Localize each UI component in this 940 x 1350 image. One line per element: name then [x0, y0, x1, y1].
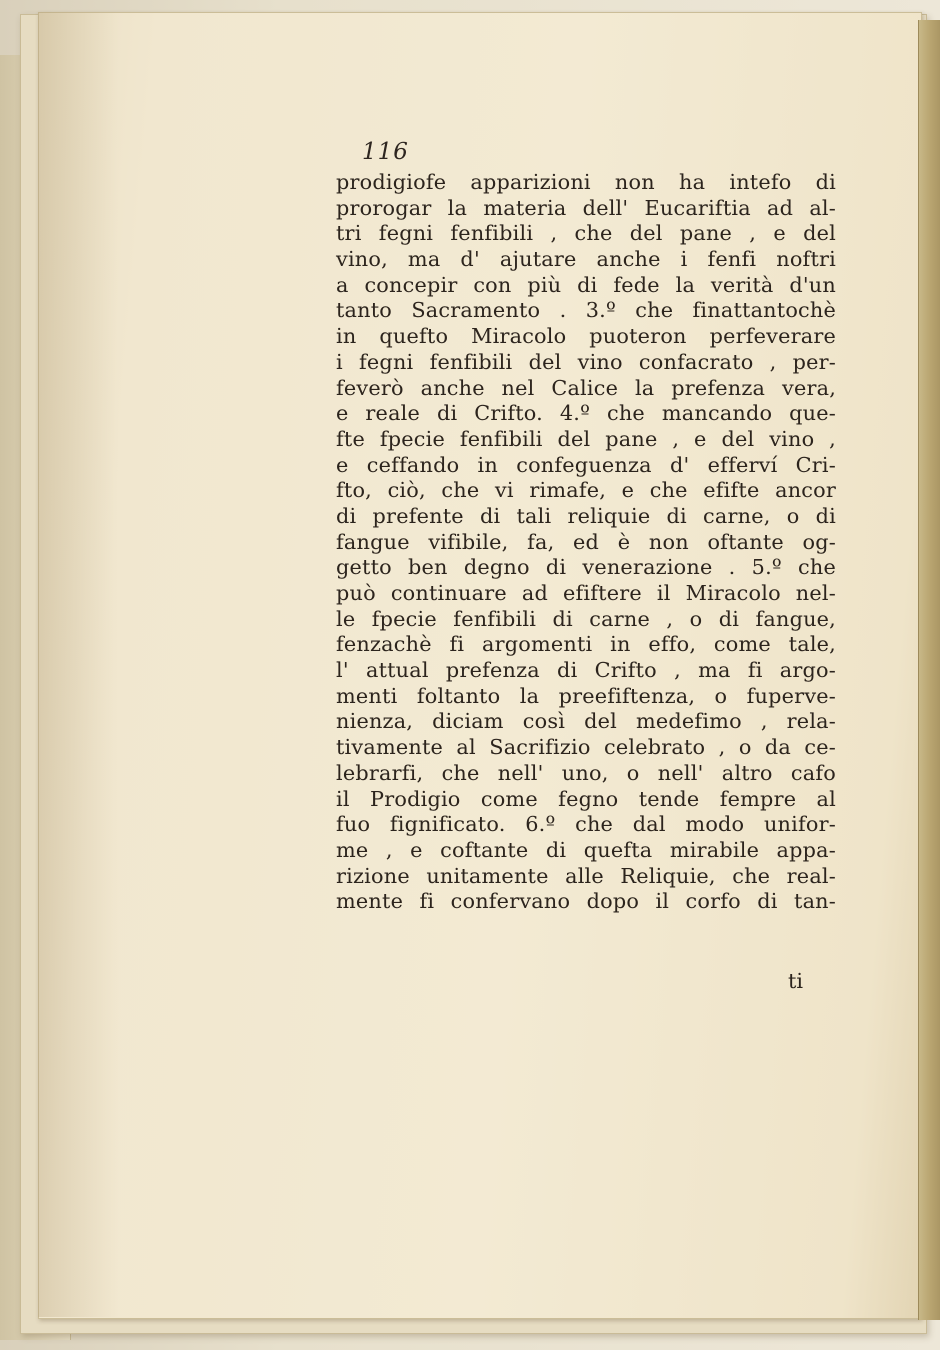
text-line: fuo fignificato. 6.º che dal modo unifor-: [336, 812, 836, 837]
page-gutter-shadow: [38, 12, 118, 1317]
text-line: tanto Sacramento . 3.º che finattantochè: [336, 298, 836, 323]
text-line: lebrarfi, che nell' uno, o nell' altro cafo: [336, 760, 836, 785]
catchword: ti: [788, 969, 804, 993]
text-line: e ceffando in confeguenza d' efferví Cri-: [336, 452, 836, 477]
text-line: prodigiofe apparizioni non ha intefo di: [336, 170, 836, 194]
text-line: di prefente di tali reliquie di carne, o di: [336, 503, 836, 528]
text-line: tri fegni fenfibili , che del pane , e del: [336, 221, 836, 246]
text-line: fte fpecie fenfibili del pane , e del vino ,: [336, 426, 836, 451]
text-line: rizione unitamente alle Reliquie, che real-: [336, 863, 836, 888]
text-line: fenzachè fi argomenti in effo, come tale,: [336, 632, 836, 657]
text-line: in quefto Miracolo puoteron perfeverare: [336, 324, 836, 349]
text-line: prorogar la materia dell' Eucariftia ad al-: [336, 195, 836, 220]
page-number: 116: [362, 139, 409, 165]
text-line: il Prodigio come fegno tende fempre al: [336, 786, 836, 811]
text-line: fto, ciò, che vi rimafe, e che efifte ancor: [336, 478, 836, 503]
text-line: i fegni fenfibili del vino confacrato , per-: [336, 349, 836, 374]
text-line: a concepir con più di fede la verità d'un: [336, 272, 836, 297]
text-line: feverò anche nel Calice la prefenza vera,: [336, 375, 836, 400]
text-line: e reale di Crifto. 4.º che mancando que-: [336, 401, 836, 426]
text-line: l' attual prefenza di Crifto , ma fi argo-: [336, 658, 836, 683]
body-text: [336, 170, 836, 915]
text-line: può continuare ad efiftere il Miracolo nel-: [336, 581, 836, 605]
book-spine-edge: [918, 20, 940, 1320]
text-line: fangue vifibile, fa, ed è non oftante og-: [336, 529, 836, 554]
text-line: tivamente al Sacrifizio celebrato , o da ce-: [336, 735, 836, 760]
text-line: le fpecie fenfibili di carne , o di fangue,: [336, 606, 836, 631]
text-line: vino, ma d' ajutare anche i fenfi noftri: [336, 247, 836, 272]
text-line: nienza, diciam così del medefimo , rela-: [336, 709, 836, 734]
text-line: mente fi confervano dopo il corfo di tan-: [336, 889, 836, 914]
text-line: getto ben degno di venerazione . 5.º che: [336, 555, 836, 580]
text-line: menti foltanto la preefiftenza, o fuperve-: [336, 683, 836, 708]
text-line: me , e coftante di quefta mirabile appa-: [336, 837, 836, 862]
